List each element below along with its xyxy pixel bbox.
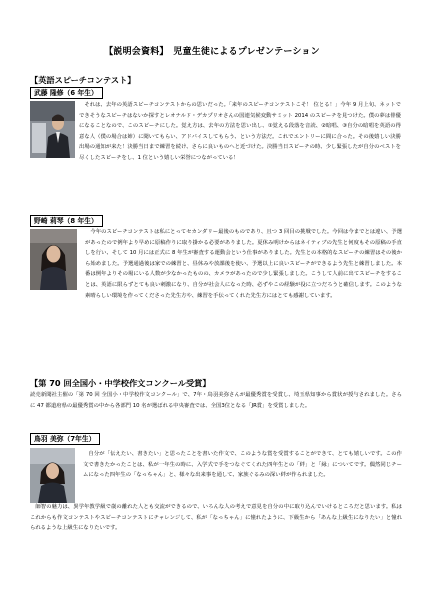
speech-text-nozaki [85,227,402,301]
speech-paragraph: それは、去年の英語スピーチコンテストからの思いだった。「来年のスピーチコンテストこそ！ 位とる！」今年 9 月上旬、ネットでできそうなスピーチはないか探すとレオナルド・デカプリオさんの国連気候変動サミット 2014 のスピーチを見つけた。僕の夢は俳優になることなので、このスピーチにした。覚え方は、去年の方法を思い出し、①覚える段落を音読、②暗唱、③自分の暗唱を英語の得意な人（僕の場合は姉）に聞いてもらい、アドバイスしてもらう、という方法だ。これでエントリーに間に合った。その後嬉しい決勝出場の通知が来た！決勝当日まで練習を続け、さらに良いものへと近づけた。決勝当日スピーチの時、少し緊張したが自分のベストを尽くしたスピーチをし、1 位という嬉しい栄誉につながっている！ [79,102,401,161]
section-heading-essay-award: 【第 70 回全国小・中学校作文コンクール受賞】 [30,378,211,388]
speech-paragraph: 今年のスピーチコンテストは私にとってセカンダリー最後のものであり、且つ 3 回目の挑戦でした。今回は今までとは違い、予選があったので例年より早めに原稿作りに取り掛かる必要がありました。夏休み明けからはネイティブの先生と何度もその原稿の手直しを行い、そして 10 月には正式に 8 年生が審査する運動会という仕事がありました。先生との本格的なスピーチの練習はその後から始めました。予選通過後は家での練習と、昼休みや放課後を使い、予選以上に良いスピーチができるよう先生と練習しました。本番は例年よりその場にいる人数が少なかったものの、カメラがあったので少し緊張しました。こうして人前に出てスピーチをすることは、英語に限らずとても良い刺激になり、自分が社会人になった時、必ずやこの経験が役に立つだろうと確信します。このような素晴らしい環境を作ってくださった先生方や、練習を手伝ってくれた先生方にはとても感謝しています。 [85,229,402,299]
page-title: 【説明会資料】 児童生徒によるプレゼンテーション [104,47,320,57]
essay-paragraph: 自分が「伝えたい、書きたい」と思ったことを書いた作文で、このような賞を受賞することができて、とても嬉しいです。この作文で書きたかったことは、私が一年生の時に、入学式で手をつなぐてくれた四年生との「絆」と「縁」についてです。偶然同じチームになった四年生の「なっちゃん」と、様々な出来事を通して、家族ぐるみの深い絆が作られました。 [83,451,402,479]
intro-paragraph: 読売新聞社主催の「第 70 回 全国小・中学校作文コンクール」で、7年・鳥羽美弥さんが最優秀賞を受賞し、埼玉県知事から賞状が授与されました。さらに 47 都道府県の最優秀賞の中から各部門 10 名が選ばれる中央審査では、全国3位となる「JR賞」を受賞しました。 [30,392,402,409]
essay-paragraph: 師智の魅力は、異学年教学級で歳の離れた人とも交流ができるので、いろんな人の考えで意見を自分の中に取り込んでいけるところだと思います。私はこれからも作文コンテストやスピーチコンテストにチャレンジして、私が「なっちゃん」に憧れたように、下級生から「あんな上級生になりたい」と憧れられるような上級生になりたいです。 [30,504,402,532]
speaker-name-nozaki: 野崎 莉琴（8 年生） [30,215,103,227]
speaker-name-muto: 武藤 隆修（6 年生） [30,87,103,99]
speaker-photo-nozaki [30,229,77,290]
essay-award-intro [30,390,402,411]
section-heading-speech-contest: 【英語スピーチコンテスト】 [30,75,136,85]
speech-text-muto [79,100,401,164]
essay-text-toba-part2 [30,502,402,534]
speaker-photo-muto [30,101,75,158]
speaker-photo-toba [30,448,75,503]
speaker-name-toba: 鳥羽 美弥（7年生） [30,433,100,445]
essay-text-toba-part1 [83,449,402,481]
